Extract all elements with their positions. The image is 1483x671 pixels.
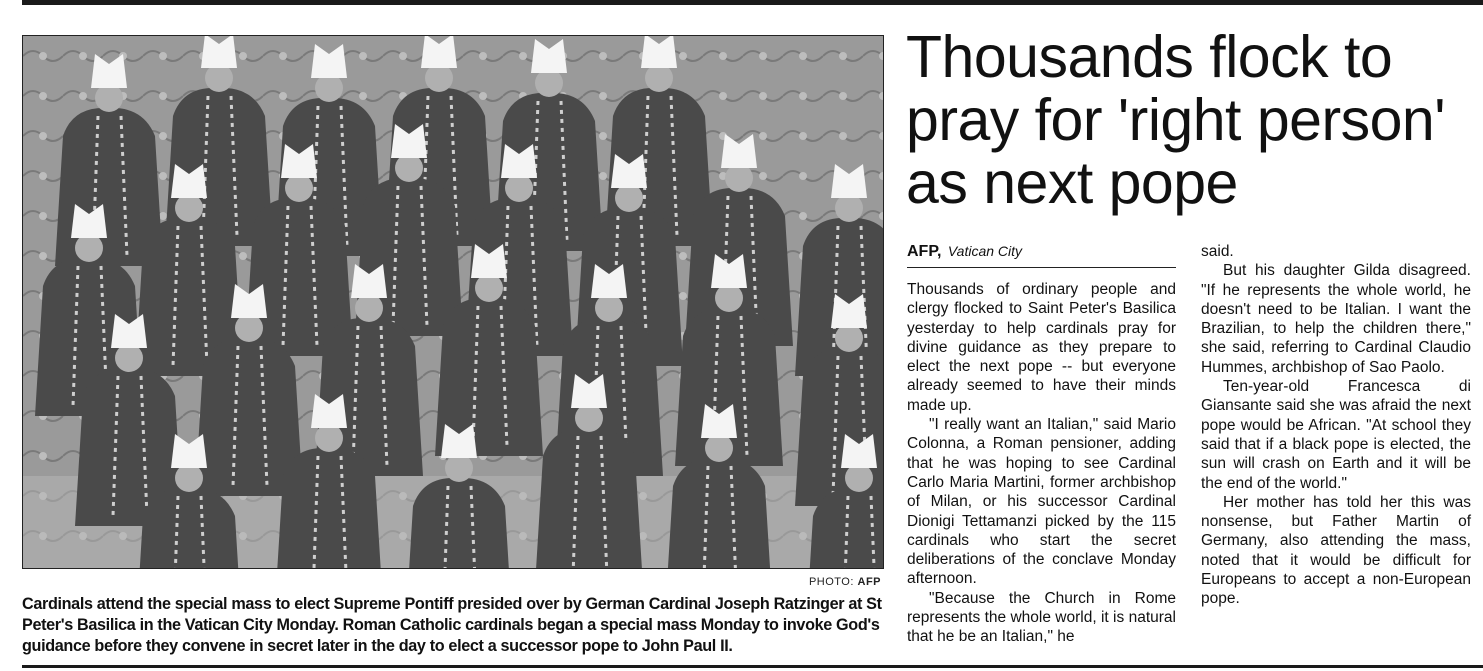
article-column-2	[1201, 242, 1471, 609]
cardinal-head	[425, 64, 453, 92]
paragraph: But his daughter Gilda disagreed. "If he represents the whole world, he doesn't need to be Italian. I want the Brazilian, to help the children there," she said, referring to Cardinal Claudio Hummes, archbishop of Sao Paolo.	[1201, 262, 1471, 376]
cardinal-head	[535, 69, 563, 97]
cardinal-head	[95, 84, 123, 112]
photo-caption: Cardinals attend the special mass to elect Supreme Pontiff presided over by German Cardinal Joseph Ratzinger at St Peter's Basilica in the Vatican City Monday. Roman Catholic cardinals began a special mass Monday to invoke God's guidance before they convene in secret later in the day to elect a successor pope to John Paul II.	[22, 595, 882, 655]
cardinal-head	[315, 424, 343, 452]
paragraph: "Because the Church in Rome represents the whole world, it is natural that he be an Italian," he	[907, 589, 1176, 646]
cardinal-head	[175, 464, 203, 492]
cardinal-head	[715, 284, 743, 312]
cardinal-robe	[275, 448, 383, 568]
byline-location: Vatican City	[947, 243, 1023, 259]
cardinal-head	[645, 64, 673, 92]
paragraph: said.	[1201, 243, 1234, 260]
news-photo	[22, 35, 884, 569]
paragraph: Ten-year-old Francesca di Giansante said she was afraid the next pope would be African. "At school they said that if a black pope is elected, the sun will crash on Earth and it will be the end of the world."	[1201, 378, 1471, 492]
cardinal-head	[175, 194, 203, 222]
byline	[907, 243, 1176, 268]
cardinal-head	[445, 454, 473, 482]
cardinal-head	[575, 404, 603, 432]
photo-credit: PHOTO: AFP	[808, 576, 881, 588]
cardinal-head	[475, 274, 503, 302]
cardinal-head	[835, 324, 863, 352]
top-rule	[22, 0, 1483, 5]
cardinal-head	[595, 294, 623, 322]
cardinal-head	[285, 174, 313, 202]
cardinal-head	[235, 314, 263, 342]
cardinal-head	[115, 344, 143, 372]
cardinal-head	[315, 74, 343, 102]
cardinal-head	[75, 234, 103, 262]
cardinal-head	[205, 64, 233, 92]
paragraph: "I really want an Italian," said Mario Colonna, a Roman pensioner, adding that he was hoping to see Cardinal Carlo Maria Martini, former archbishop of Milan, or his successor Cardinal Dionigi Tettamanzi picked by the 115 cardinals who start the secret deliberations of the conclave Monday afternoon.	[907, 416, 1176, 588]
byline-agency: AFP,	[907, 243, 942, 260]
cardinal-head	[835, 194, 863, 222]
cardinal-head	[705, 434, 733, 462]
article-column-1	[907, 280, 1176, 647]
paragraph: Thousands of ordinary people and clergy flocked to Saint Peter's Basilica yesterday to help cardinals pray for divine guidance as they prepare to elect the next pope -- but everyone already seemed to have their minds made up.	[907, 281, 1176, 414]
cardinal-head	[355, 294, 383, 322]
cardinal-robe	[665, 458, 773, 568]
cardinal-head	[615, 184, 643, 212]
cardinal-head	[725, 164, 753, 192]
cardinal-head	[845, 464, 873, 492]
cardinal-robe	[535, 428, 643, 568]
bottom-rule	[22, 665, 1483, 668]
paragraph: Her mother has told her this was nonsense, but Father Martin of Germany, also attending the mass, noted that it would be difficult for Europeans to accept a non-European pope.	[1201, 493, 1471, 608]
cardinal-head	[395, 154, 423, 182]
headline: Thousands flock to pray for 'right person' as next pope	[906, 24, 1446, 216]
cardinal-head	[505, 174, 533, 202]
